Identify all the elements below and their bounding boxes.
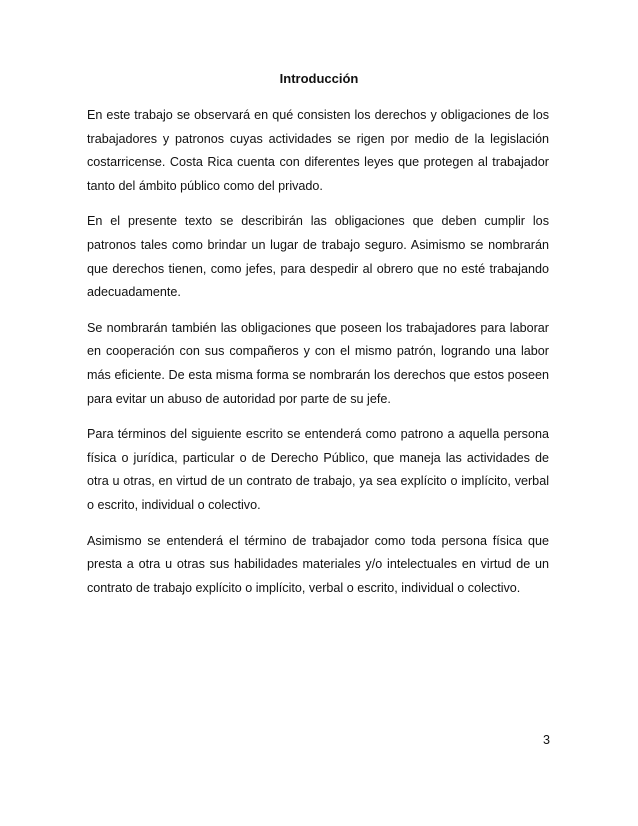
paragraph-5: Asimismo se entenderá el término de trabajador como toda persona física que presta a otra u otras sus habilidades materiales y/o intelectuales en virtud de un contrato de trabajo explícito o implícito, verbal o escrito, individual o colectivo. — [87, 533, 549, 595]
document-body — [87, 104, 549, 612]
page-number: 3 — [542, 733, 550, 747]
page-title: Introducción — [279, 71, 359, 86]
paragraph-1: En este trabajo se observará en qué consisten los derechos y obligaciones de los trabajadores y patronos cuyas actividades se rigen por medio de la legislación costarricense. Costa Rica cuenta con diferentes leyes que protegen al trabajador tanto del ámbito público como del privado. — [87, 108, 549, 193]
paragraph-4: Para términos del siguiente escrito se entenderá como patrono a aquella persona física o jurídica, particular o de Derecho Público, que maneja las actividades de otra u otras, en virtud de un contrato de trabajo, ya sea explícito o implícito, verbal o escrito, individual o colectivo. — [87, 427, 549, 512]
paragraph-2: En el presente texto se describirán las obligaciones que deben cumplir los patronos tales como brindar un lugar de trabajo seguro. Asimismo se nombrarán que derechos tienen, como jefes, para despedir al obrero que no esté trabajando adecuadamente. — [87, 214, 549, 300]
paragraph-3: Se nombrarán también las obligaciones que poseen los trabajadores para laborar en cooperación con sus compañeros y con el mismo patrón, logrando una labor más eficiente. De esta misma forma se nombrarán los derechos que estos poseen para evitar un abuso de autoridad por parte de su jefe. — [87, 320, 549, 406]
